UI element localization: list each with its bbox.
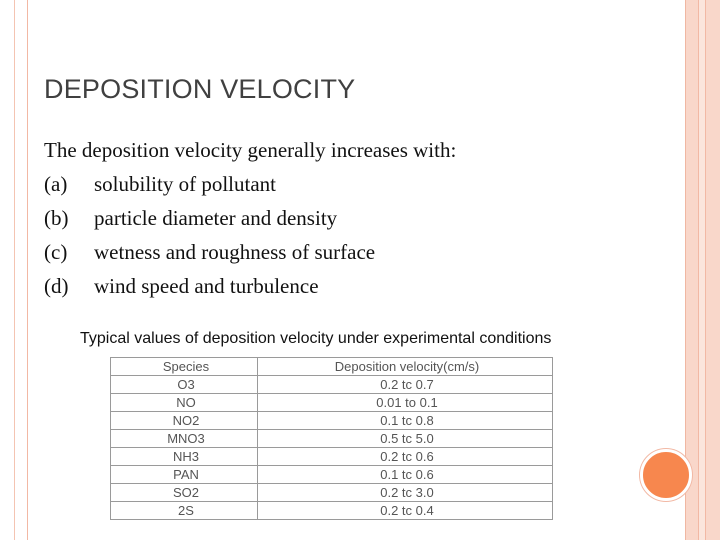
velocity-cell: 0.2 tc 3.0 (258, 484, 553, 502)
table-row (111, 394, 553, 412)
species-cell: NH3 (111, 448, 258, 466)
list-marker: (c) (44, 240, 68, 264)
left-frame-border (0, 0, 28, 540)
species-cell: 2S (111, 502, 258, 520)
species-cell: NO (111, 394, 258, 412)
velocity-cell: 0.1 tc 0.6 (258, 466, 553, 484)
species-cell: SO2 (111, 484, 258, 502)
header-species: Species (111, 358, 258, 376)
header-velocity: Deposition velocity(cm/s) (258, 358, 553, 376)
species-cell: MNO3 (111, 430, 258, 448)
species-cell: O3 (111, 376, 258, 394)
table-row (111, 376, 553, 394)
species-cell: PAN (111, 466, 258, 484)
deposition-velocity-table (110, 357, 553, 520)
list-item (44, 269, 456, 303)
table-row (111, 466, 553, 484)
velocity-cell: 0.01 to 0.1 (258, 394, 553, 412)
velocity-cell: 0.2 tc 0.4 (258, 502, 553, 520)
list-marker: (b) (44, 206, 69, 230)
slide-title: DEPOSITION VELOCITY (44, 74, 356, 104)
table-row (111, 502, 553, 520)
intro-text: The deposition velocity generally increases with: (44, 138, 457, 162)
list-text: particle diameter and density (94, 206, 338, 230)
velocity-cell: 0.2 tc 0.7 (258, 376, 553, 394)
table-row (111, 448, 553, 466)
list-text: wetness and roughness of surface (94, 240, 376, 264)
velocity-cell: 0.5 tc 5.0 (258, 430, 553, 448)
velocity-cell: 0.1 tc 0.8 (258, 412, 553, 430)
right-frame-stripe (698, 0, 706, 540)
list-marker: (a) (44, 172, 68, 196)
velocity-cell: 0.2 tc 0.6 (258, 448, 553, 466)
table-caption: Typical values of deposition velocity under experimental conditions (80, 330, 552, 347)
table-header-row (111, 358, 553, 376)
species-cell: NO2 (111, 412, 258, 430)
slide-body (44, 133, 456, 303)
list-text: solubility of pollutant (94, 172, 276, 196)
list-item (44, 235, 456, 269)
list-item (44, 201, 456, 235)
table-row (111, 484, 553, 502)
table-row (111, 430, 553, 448)
table-row (111, 412, 553, 430)
decorative-circle (640, 449, 692, 501)
right-frame-border (686, 0, 720, 540)
left-frame-line (14, 0, 15, 540)
list-marker: (d) (44, 274, 69, 298)
list-item (44, 167, 456, 201)
list-text: wind speed and turbulence (94, 274, 319, 298)
